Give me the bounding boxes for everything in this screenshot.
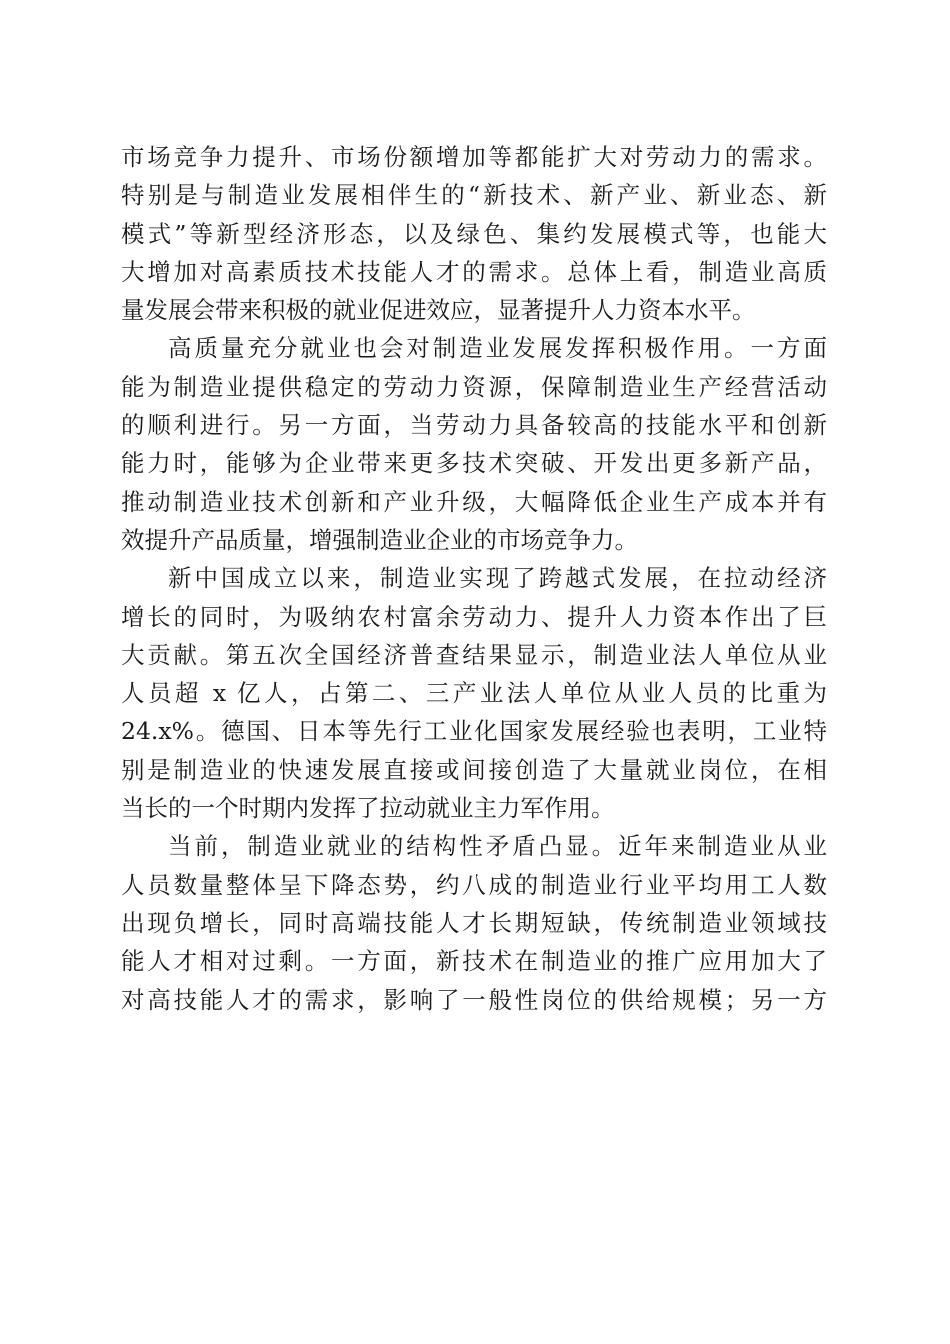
paragraph — [121, 559, 827, 827]
text-line: 市场竞争力提升、市场份额增加等都能扩大对劳动力的需求。 — [121, 143, 827, 171]
text-line: 模式”等新型经济形态，以及绿色、集约发展模式等，也能大 — [121, 219, 827, 248]
text-line: 大贡献。第五次全国经济普查结果显示，制造业法人单位从业 — [121, 640, 827, 669]
text-line: 人员数量整体呈下降态势，约八成的制造业行业平均用工人数 — [121, 870, 827, 899]
text-line: 当前，制造业就业的结构性矛盾凸显。近年来制造业从业 — [168, 832, 827, 861]
text-line: 推动制造业技术创新和产业升级，大幅降低企业生产成本并有 — [121, 487, 827, 516]
paragraph — [121, 138, 827, 329]
text-line: 当长的一个时期内发挥了拉动就业主力军作用。 — [121, 794, 615, 823]
text-line: 能人才相对过剩。一方面，新技术在制造业的推广应用加大了 — [121, 947, 827, 976]
paragraph — [121, 329, 827, 559]
text-line: 能为制造业提供稳定的劳动力资源，保障制造业生产经营活动 — [121, 372, 827, 401]
text-line: 效提升产品质量，增强制造业企业的市场竞争力。 — [121, 525, 638, 554]
text-line: 大增加对高素质技术技能人才的需求。总体上看，制造业高质 — [121, 257, 827, 286]
text-line: 特别是与制造业发展相伴生的“新技术、新产业、新业态、新 — [121, 181, 827, 210]
text-line: 新中国成立以来，制造业实现了跨越式发展，在拉动经济 — [168, 564, 827, 593]
text-line: 量发展会带来积极的就业促进效应，显著提升人力资本水平。 — [121, 296, 756, 325]
text-line: 能力时，能够为企业带来更多技术突破、开发出更多新产品， — [121, 449, 827, 478]
text-line: 别是制造业的快速发展直接或间接创造了大量就业岗位，在相 — [121, 755, 827, 784]
text-line: 增长的同时，为吸纳农村富余劳动力、提升人力资本作出了巨 — [121, 602, 827, 631]
text-line: 高质量充分就业也会对制造业发展发挥积极作用。一方面 — [168, 334, 827, 363]
text-line: 对高技能人才的需求，影响了一般性岗位的供给规模；另一方 — [121, 985, 827, 1014]
text-line: 24.x%。德国、日本等先行工业化国家发展经验也表明，工业特 — [121, 717, 827, 746]
document-body — [121, 138, 827, 1019]
text-line: 的顺利进行。另一方面，当劳动力具备较高的技能水平和创新 — [121, 411, 827, 440]
paragraph — [121, 827, 827, 1018]
text-line: 人员超 x 亿人，占第二、三产业法人单位从业人员的比重为 — [121, 679, 827, 708]
text-line: 出现负增长，同时高端技能人才长期短缺，传统制造业领域技 — [121, 908, 827, 937]
